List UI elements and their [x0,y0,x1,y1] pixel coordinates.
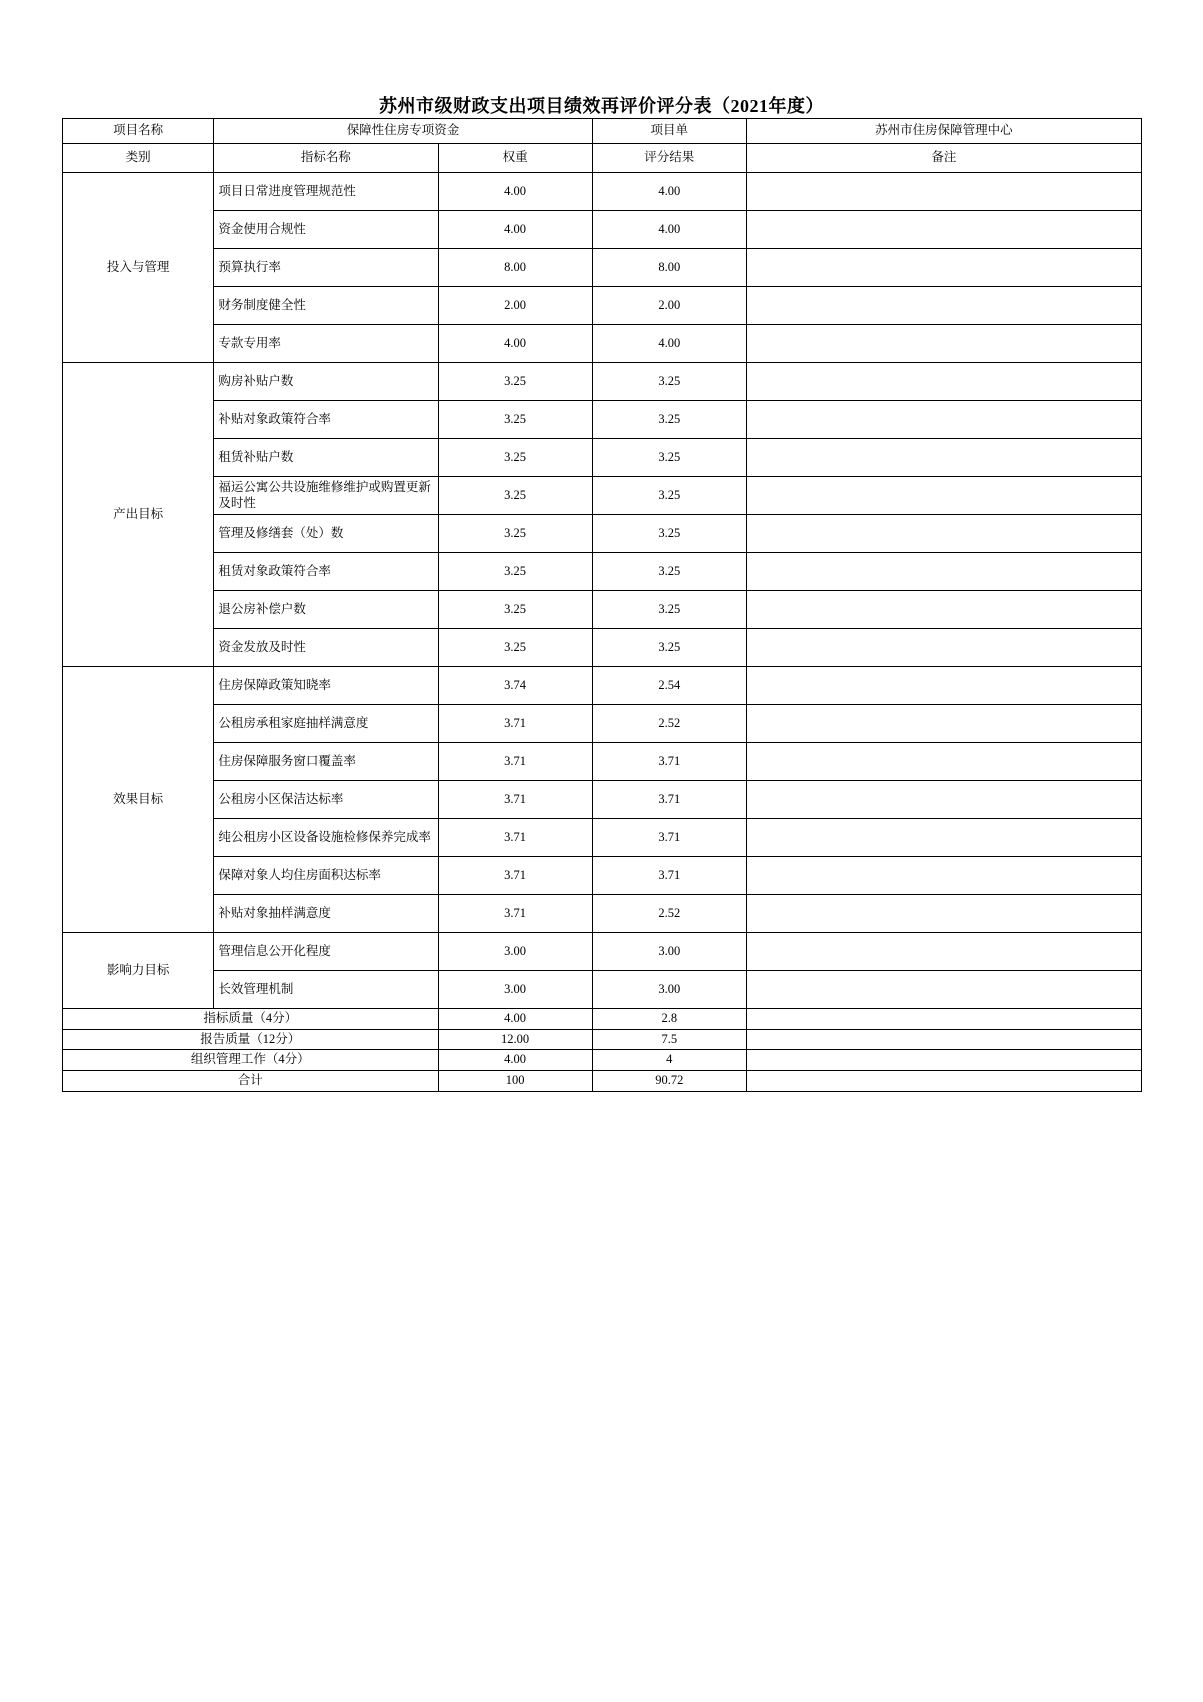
indicator-weight: 3.25 [438,553,592,591]
table-row [63,515,1142,553]
indicator-weight: 3.00 [438,933,592,971]
indicator-weight: 3.25 [438,401,592,439]
indicator-weight: 3.71 [438,705,592,743]
indicator-weight: 2.00 [438,287,592,325]
indicator-name: 公租房小区保洁达标率 [214,781,438,819]
indicator-remark [746,971,1141,1009]
column-header-indicator: 指标名称 [214,144,438,173]
total-weight: 100 [438,1070,592,1091]
indicator-weight: 3.71 [438,819,592,857]
table-row [63,439,1142,477]
indicator-weight: 3.25 [438,591,592,629]
indicator-name: 补贴对象政策符合率 [214,401,438,439]
indicator-weight: 3.74 [438,667,592,705]
indicator-name: 资金发放及时性 [214,629,438,667]
indicator-name: 福运公寓公共设施维修维护或购置更新及时性 [214,477,438,515]
indicator-name: 纯公租房小区设备设施检修保养完成率 [214,819,438,857]
table-row [63,591,1142,629]
summary-weight: 4.00 [438,1050,592,1071]
unit-label: 项目单 [592,119,746,144]
indicator-score: 3.25 [592,439,746,477]
indicator-name: 退公房补偿户数 [214,591,438,629]
indicator-name: 补贴对象抽样满意度 [214,895,438,933]
indicator-name: 预算执行率 [214,249,438,287]
indicator-weight: 3.71 [438,895,592,933]
indicator-remark [746,857,1141,895]
page-title: 苏州市级财政支出项目绩效再评价评分表（2021年度） [379,96,824,116]
indicator-remark [746,515,1141,553]
indicator-name: 租赁对象政策符合率 [214,553,438,591]
summary-label: 指标质量（4分） [63,1009,439,1030]
summary-label: 组织管理工作（4分） [63,1050,439,1071]
table-row-meta [63,119,1142,144]
indicator-remark [746,667,1141,705]
score-table [62,118,1142,1092]
indicator-score: 2.54 [592,667,746,705]
indicator-weight: 4.00 [438,325,592,363]
summary-score: 4 [592,1050,746,1071]
table-row [63,933,1142,971]
indicator-score: 3.71 [592,743,746,781]
indicator-remark [746,895,1141,933]
indicator-score: 3.25 [592,553,746,591]
summary-weight: 4.00 [438,1009,592,1030]
indicator-remark [746,401,1141,439]
table-row [63,287,1142,325]
indicator-score: 3.25 [592,629,746,667]
indicator-remark [746,629,1141,667]
project-name-label: 项目名称 [63,119,214,144]
indicator-weight: 3.71 [438,857,592,895]
indicator-name: 住房保障服务窗口覆盖率 [214,743,438,781]
indicator-remark [746,591,1141,629]
column-header-category: 类别 [63,144,214,173]
indicator-remark [746,933,1141,971]
table-row-summary [63,1029,1142,1050]
table-row [63,781,1142,819]
category-cell-output: 产出目标 [63,363,214,667]
category-cell-influence: 影响力目标 [63,933,214,1009]
table-row [63,173,1142,211]
indicator-score: 3.00 [592,971,746,1009]
indicator-name: 公租房承租家庭抽样满意度 [214,705,438,743]
column-header-weight: 权重 [438,144,592,173]
table-row [63,971,1142,1009]
indicator-weight: 8.00 [438,249,592,287]
indicator-remark [746,781,1141,819]
indicator-weight: 4.00 [438,211,592,249]
project-name-value: 保障性住房专项资金 [214,119,592,144]
category-cell-effect: 效果目标 [63,667,214,933]
indicator-name: 财务制度健全性 [214,287,438,325]
indicator-remark [746,287,1141,325]
indicator-remark [746,553,1141,591]
table-row [63,857,1142,895]
table-row [63,819,1142,857]
indicator-weight: 3.25 [438,629,592,667]
indicator-weight: 3.00 [438,971,592,1009]
indicator-score: 3.25 [592,363,746,401]
summary-score: 7.5 [592,1029,746,1050]
table-row [63,325,1142,363]
category-cell-investment: 投入与管理 [63,173,214,363]
indicator-score: 3.25 [592,401,746,439]
unit-value: 苏州市住房保障管理中心 [746,119,1141,144]
summary-score: 2.8 [592,1009,746,1030]
table-row [63,211,1142,249]
indicator-name: 管理信息公开化程度 [214,933,438,971]
indicator-remark [746,363,1141,401]
indicator-score: 2.52 [592,705,746,743]
indicator-weight: 4.00 [438,173,592,211]
indicator-score: 3.71 [592,781,746,819]
indicator-remark [746,173,1141,211]
indicator-remark [746,477,1141,515]
indicator-weight: 3.25 [438,477,592,515]
table-row [63,743,1142,781]
table-row-summary [63,1009,1142,1030]
indicator-score: 3.00 [592,933,746,971]
column-header-remark: 备注 [746,144,1141,173]
indicator-score: 4.00 [592,325,746,363]
indicator-weight: 3.25 [438,363,592,401]
table-row [63,667,1142,705]
indicator-score: 3.71 [592,819,746,857]
indicator-score: 3.25 [592,477,746,515]
indicator-weight: 3.25 [438,515,592,553]
table-row [63,249,1142,287]
indicator-name: 保障对象人均住房面积达标率 [214,857,438,895]
summary-remark [746,1009,1141,1030]
table-header-row [63,144,1142,173]
summary-remark [746,1029,1141,1050]
summary-weight: 12.00 [438,1029,592,1050]
indicator-score: 2.00 [592,287,746,325]
indicator-remark [746,211,1141,249]
table-row [63,705,1142,743]
indicator-remark [746,743,1141,781]
indicator-score: 2.52 [592,895,746,933]
total-label: 合计 [63,1070,439,1091]
indicator-score: 4.00 [592,173,746,211]
table-row [63,477,1142,515]
indicator-weight: 3.71 [438,781,592,819]
indicator-name: 住房保障政策知晓率 [214,667,438,705]
indicator-weight: 3.25 [438,439,592,477]
indicator-name: 专款专用率 [214,325,438,363]
indicator-name: 购房补贴户数 [214,363,438,401]
indicator-weight: 3.71 [438,743,592,781]
indicator-remark [746,249,1141,287]
summary-label: 报告质量（12分） [63,1029,439,1050]
table-row [63,629,1142,667]
total-remark [746,1070,1141,1091]
table-row-total [63,1070,1142,1091]
indicator-name: 租赁补贴户数 [214,439,438,477]
indicator-remark [746,439,1141,477]
indicator-score: 3.25 [592,591,746,629]
indicator-score: 4.00 [592,211,746,249]
indicator-score: 8.00 [592,249,746,287]
indicator-score: 3.25 [592,515,746,553]
total-score: 90.72 [592,1070,746,1091]
indicator-remark [746,819,1141,857]
indicator-remark [746,705,1141,743]
indicator-name: 资金使用合规性 [214,211,438,249]
summary-remark [746,1050,1141,1071]
table-row [63,401,1142,439]
indicator-score: 3.71 [592,857,746,895]
table-row [63,553,1142,591]
indicator-name: 长效管理机制 [214,971,438,1009]
indicator-name: 管理及修缮套（处）数 [214,515,438,553]
table-row [63,895,1142,933]
indicator-name: 项目日常进度管理规范性 [214,173,438,211]
table-row [63,363,1142,401]
indicator-remark [746,325,1141,363]
table-row-summary [63,1050,1142,1071]
column-header-score: 评分结果 [592,144,746,173]
